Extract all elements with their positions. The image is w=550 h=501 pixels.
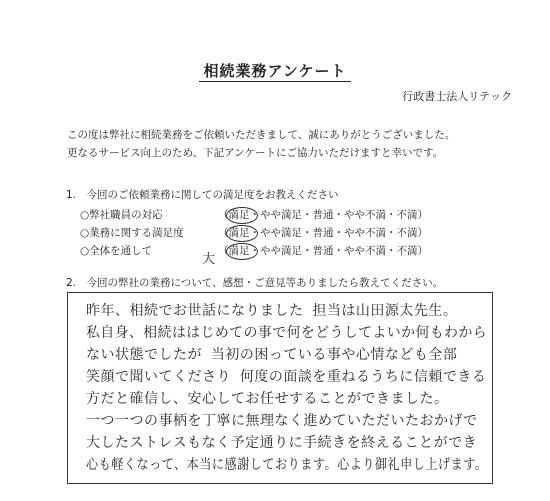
company-name: 行政書士法人リテック [402,90,512,103]
handwritten-answer-line: 心も軽くなって、本当に感謝しております。心より御礼申し上げます。 [86,457,488,473]
satisfaction-row-business [80,224,428,242]
row-label: ○全体を通して [80,245,153,257]
selected-circle-mark [226,225,258,242]
selected-circle-mark [226,207,258,224]
satisfaction-rows [80,206,428,267]
question-1: 1. 今回のご依頼業務に関しての満足度をお教えください [66,189,339,201]
handwritten-answer-line: 方だと確信し、安心してお任せすることができました。 [86,391,449,407]
handwritten-prefix: 大 [202,252,216,267]
handwritten-answer-line: 笑顔で聞いてくださり 何度の面談を重ねるうちに信頼できる [86,369,487,385]
intro-text [67,126,455,162]
rating-options[interactable]: （満足・やや満足・普通・やや不満・不満） [218,209,428,221]
question-2: 2. 今回の弊社の業務について、感想・ご意見等ありましたら教えてください。 [66,277,444,289]
handwritten-answer-line: 私自身、相続ははじめての事で何をどうしてよいか何もわから [86,325,488,341]
intro-line: この度は弊社に相続業務をご依頼いただきまして、誠にありがとうございました。 [67,129,456,141]
intro-line: 更なるサービス向上のため、下記アンケートにご協力いただけますと幸いです。 [67,147,444,159]
satisfaction-row-overall [80,242,428,267]
row-label: ○業務に関する満足度 [80,227,184,239]
handwritten-answer-line: 一つ一つの事柄を丁寧に無理なく進めていただいたおかげで [86,413,478,429]
handwritten-answer-line: 昨年、相続でお世話になりました 担当は山田源太先生。 [86,303,458,319]
handwritten-answer-line: 大したストレスもなく予定通りに手続きを終えることができ [86,435,478,451]
handwritten-answer-line: ない状態でしたが 当初の困っている事や心情なども全部 [86,347,458,363]
page-title: 相続業務アンケート [0,60,550,81]
rating-options[interactable]: （満足・やや満足・普通・やや不満・不満） [218,245,428,257]
row-label: ○弊社職員の対応 [80,209,163,221]
rating-options[interactable]: （満足・やや満足・普通・やや不満・不満） [218,227,428,239]
satisfaction-row-staff [80,206,428,224]
selected-circle-mark [226,243,258,260]
